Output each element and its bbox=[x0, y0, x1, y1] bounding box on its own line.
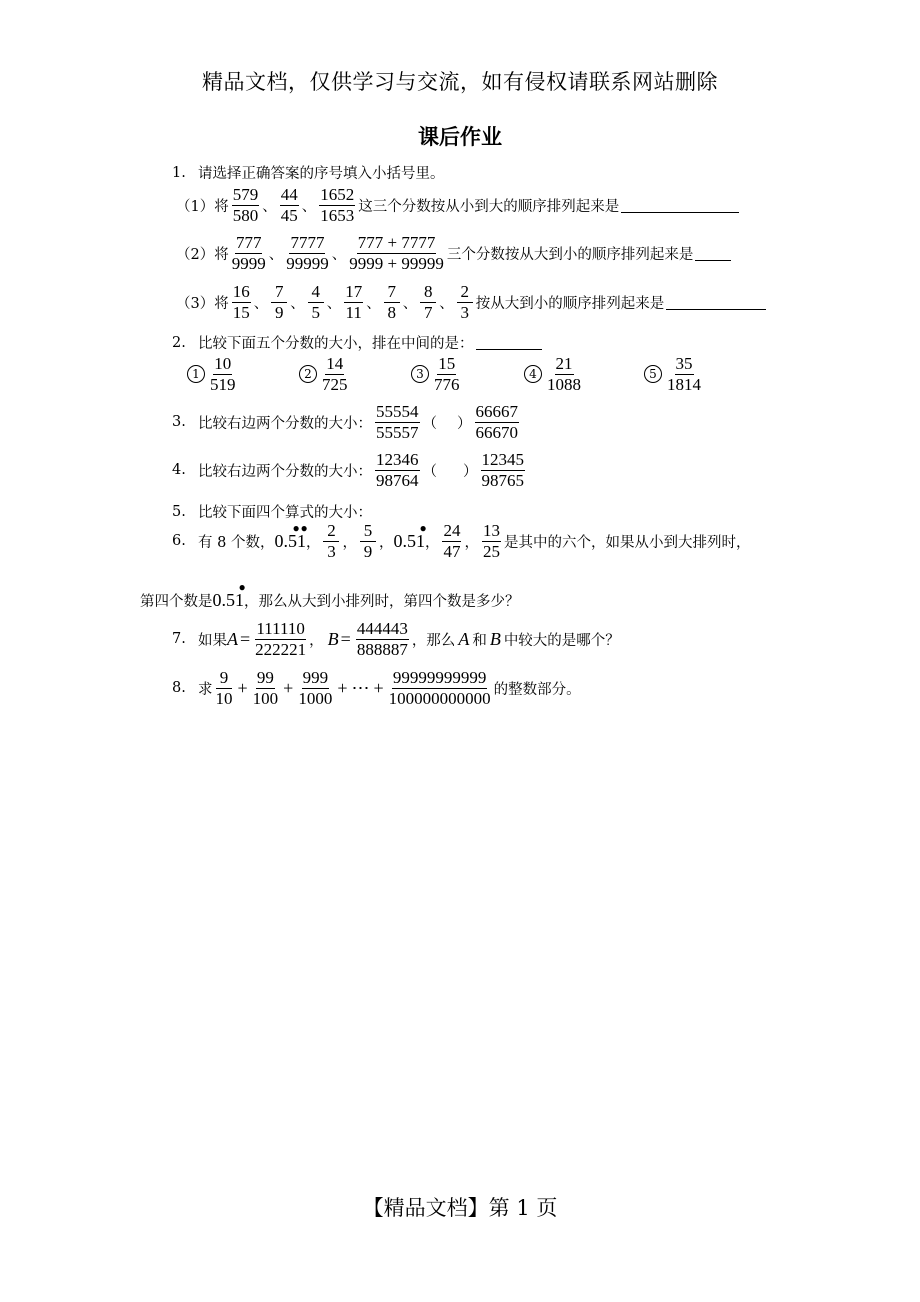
repeat-dot-icon: ● bbox=[300, 520, 308, 535]
answer-paren-left: （ bbox=[422, 415, 437, 432]
answer-paren-right: ） bbox=[463, 463, 478, 480]
question-7: 7. 如果 A = $\frac{111110}{222221}$ ， B = $\frac{444443}{888887}$ ，那么 A 和 B 中较大的是哪个？ bbox=[172, 619, 620, 659]
question-text: 比较下面四个算式的大小： bbox=[198, 505, 372, 521]
answer-paren-right: ） bbox=[457, 415, 472, 432]
question-4 bbox=[172, 451, 528, 490]
part-text: 按从大到小的顺序排列起来是 bbox=[475, 295, 665, 312]
variable-b: B bbox=[327, 628, 339, 649]
page-footer: 【精品文档】第 1 页 bbox=[362, 1196, 558, 1220]
repeating-decimal: 0.51 ● bbox=[212, 580, 246, 610]
question-number: 4. bbox=[172, 462, 186, 479]
fraction: $\frac{777 + 7777}{9999 + 99999}$ bbox=[349, 233, 444, 273]
fraction: $\frac{7}{8}$ bbox=[384, 283, 400, 322]
question-8: 8. 求 $\frac{9}{10}$ + $\frac{99}{100}$ + $\frac{999}{1000}$ + ⋯ + $\frac{99999999999}{100000000000}$ 的整数部分。 bbox=[172, 668, 581, 708]
question-number: 5. bbox=[172, 503, 186, 520]
fraction: $\frac{2}{3}$ bbox=[457, 283, 473, 322]
option-1: 1 $\frac{10}{519}$ bbox=[187, 355, 299, 394]
question-6-line-2: 第四个数是 0.51 ● ，那么从大到小排列时，第四个数是多少？ bbox=[140, 580, 520, 610]
option-3: 3 $\frac{15}{776}$ bbox=[411, 355, 524, 394]
fraction: $\frac{7}{9}$ bbox=[271, 283, 287, 322]
fraction: $\frac{17}{11}$ bbox=[345, 282, 363, 322]
fraction: $\frac{2}{3}$ bbox=[323, 522, 339, 561]
fraction: $\frac{111110}{222221}$ bbox=[255, 619, 307, 659]
fraction: $\frac{999}{1000}$ bbox=[298, 668, 333, 708]
question-2 bbox=[172, 332, 542, 353]
fraction: $\frac{99999999999}{100000000000}$ bbox=[388, 668, 491, 708]
question-number: 3. bbox=[172, 414, 186, 431]
repeating-decimal: 0.51 ● ● bbox=[274, 520, 308, 551]
question-text: 比较下面五个分数的大小，排在中间的是： bbox=[198, 336, 474, 352]
question-1 bbox=[172, 162, 445, 183]
question-number: 2. bbox=[172, 334, 186, 351]
repeat-dot-icon: ● bbox=[419, 520, 427, 535]
variable-a: A bbox=[227, 628, 238, 649]
fraction: $\frac{4}{5}$ bbox=[308, 283, 324, 322]
fraction: $\frac{7777}{99999}$ bbox=[286, 233, 329, 273]
fraction: $\frac{1652}{1653}$ bbox=[320, 185, 355, 225]
answer-blank[interactable] bbox=[666, 295, 766, 310]
fraction: $\frac{35}{1814}$ bbox=[667, 354, 701, 394]
repeating-decimal: 0.51 ● bbox=[393, 520, 427, 551]
question-6: 6. 有 8 个数， 0.51 ● ● ， $\frac{2}{3}$ ， $\frac{5}{9}$ ， 0.51 ● ， $\frac{24}{47}$ ， $\frac{13}{25}$ 是其中的六个，如果从小到大排列时， bbox=[172, 520, 751, 561]
fraction: $\frac{99}{100}$ bbox=[252, 668, 279, 708]
question-text: 比较右边两个分数的大小： bbox=[198, 415, 372, 432]
part-label: （3）将 bbox=[176, 295, 229, 312]
fraction: $\frac{777}{9999}$ bbox=[231, 233, 266, 273]
fraction: $\frac{21}{1088}$ bbox=[547, 354, 581, 394]
question-1-part-2: （2）将 $\frac{777}{9999}$ 、 $\frac{7777}{99999}$ 、 $\frac{777 + 7777}{9999 + 99999}$ 三个分数按从大到小的顺序排列起来是 bbox=[176, 234, 731, 273]
part-text: 三个分数按从大到小的顺序排列起来是 bbox=[446, 246, 694, 263]
fraction: $\frac{579}{580}$ bbox=[232, 185, 259, 225]
part-text: 这三个分数按从小到大的顺序排列起来是 bbox=[358, 198, 620, 215]
option-5: 5 $\frac{35}{1814}$ bbox=[644, 355, 704, 394]
answer-blank[interactable] bbox=[621, 198, 739, 213]
question-number: 7. bbox=[172, 631, 186, 648]
question-text: 请选择正确答案的序号填入小括号里。 bbox=[198, 166, 445, 182]
fraction: $\frac{10}{519}$ bbox=[210, 354, 236, 394]
part-label: （1）将 bbox=[176, 198, 229, 215]
question-number: 1. bbox=[172, 164, 186, 181]
answer-blank[interactable] bbox=[695, 246, 731, 261]
question-number: 6. bbox=[172, 533, 186, 550]
repeat-dot-icon: ● bbox=[238, 580, 246, 594]
page-header: 精品文档，仅供学习与交流，如有侵权请联系网站删除 bbox=[202, 70, 718, 94]
fraction: $\frac{12346}{98764}$ bbox=[376, 450, 419, 490]
question-number: 8. bbox=[172, 680, 186, 697]
fraction: $\frac{13}{25}$ bbox=[482, 521, 500, 561]
question-text: 是其中的六个，如果从小到大排列时， bbox=[503, 534, 751, 551]
repeat-dot-icon: ● bbox=[292, 520, 300, 535]
fraction: $\frac{14}{725}$ bbox=[322, 354, 348, 394]
question-2-options bbox=[187, 355, 704, 394]
fraction: $\frac{66667}{66670}$ bbox=[475, 402, 518, 442]
fraction: $\frac{44}{45}$ bbox=[280, 185, 298, 225]
fraction: $\frac{55554}{55557}$ bbox=[376, 402, 419, 442]
answer-paren-left: （ bbox=[422, 463, 437, 480]
fraction: $\frac{5}{9}$ bbox=[360, 522, 376, 561]
option-2: 2 $\frac{14}{725}$ bbox=[299, 355, 411, 394]
fraction: $\frac{16}{15}$ bbox=[232, 282, 250, 322]
fraction: $\frac{24}{47}$ bbox=[443, 521, 461, 561]
part-label: （2）将 bbox=[176, 246, 229, 263]
question-1-part-3: （3）将 $\frac{16}{15}$ 、 $\frac{7}{9}$ 、 $\frac{4}{5}$ 、 $\frac{17}{11}$ 、 $\frac{7}{8}$ 、 $\frac{8}{7}$ 、 $\frac{2}{3}$ 按从大到小的顺序排列起来是 bbox=[176, 283, 766, 322]
answer-blank[interactable] bbox=[476, 335, 542, 350]
fraction: $\frac{9}{10}$ bbox=[215, 668, 233, 708]
question-5 bbox=[172, 501, 372, 522]
option-4: 4 $\frac{21}{1088}$ bbox=[524, 355, 644, 394]
question-3 bbox=[172, 403, 522, 442]
fraction: $\frac{15}{776}$ bbox=[434, 354, 460, 394]
fraction: $\frac{8}{7}$ bbox=[420, 283, 436, 322]
fraction: $\frac{444443}{888887}$ bbox=[356, 619, 408, 659]
question-1-part-1: （1）将 $\frac{579}{580}$ 、 $\frac{44}{45}$ 、 $\frac{1652}{1653}$ 这三个分数按从小到大的顺序排列起来是 bbox=[176, 186, 739, 225]
question-text: 比较右边两个分数的大小： bbox=[198, 463, 372, 480]
page-title: 课后作业 bbox=[418, 124, 502, 149]
fraction: $\frac{12345}{98765}$ bbox=[481, 450, 524, 490]
question-text: 有 8 个数， bbox=[198, 534, 275, 551]
